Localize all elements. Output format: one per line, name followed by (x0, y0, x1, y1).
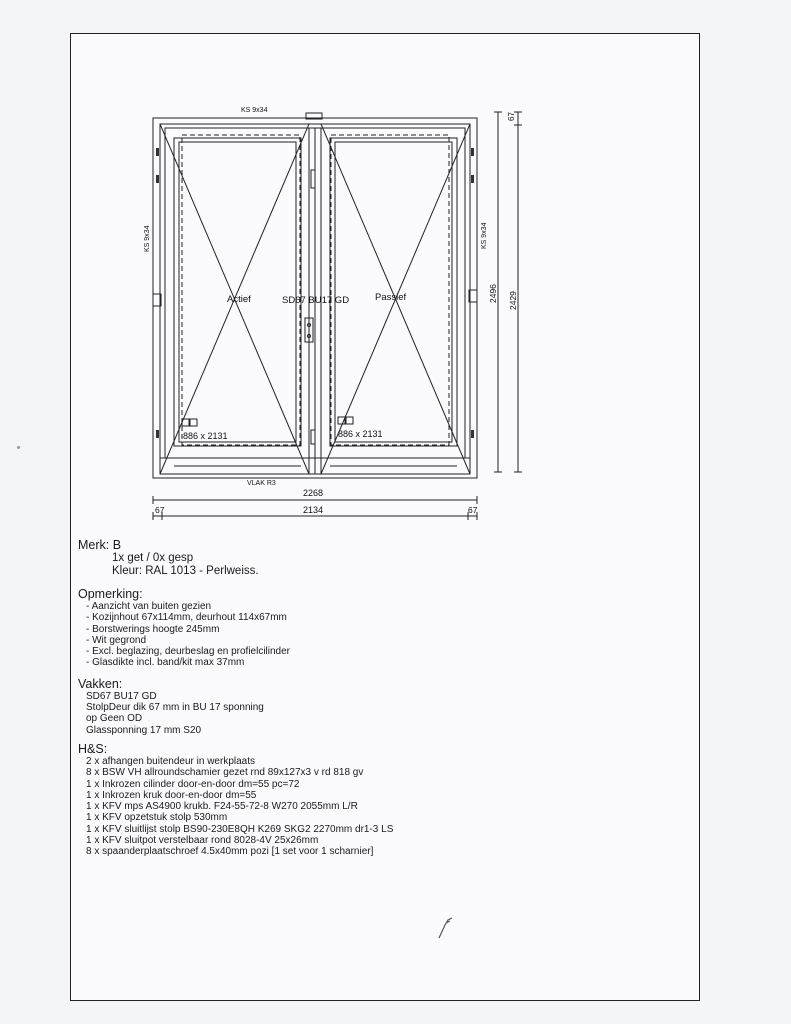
opmerking-title: Opmerking: (78, 587, 143, 601)
hs-item: 8 x spaanderplaatschroef 4.5x40mm pozi [1 set voor 1 scharnier] (86, 846, 374, 858)
dim-left: 67 (155, 505, 165, 515)
left-label: KS 9x34 (144, 225, 151, 252)
hinge-icon (156, 430, 159, 438)
hs-item: 2 x afhangen buitendeur in werkplaats (86, 755, 256, 767)
merk-line (78, 538, 618, 552)
hs-title: H&S: (78, 741, 108, 756)
dim-outer-height: 2496 (488, 284, 498, 303)
glass-marker-icon (346, 417, 353, 424)
vakken-item: StolpDeur dik 67 mm in BU 17 sponning (86, 702, 264, 714)
vakken-title: Vakken: (78, 676, 123, 691)
scan-speck (17, 446, 20, 449)
hinge-icon (471, 175, 474, 183)
glass-marker-icon (190, 419, 197, 426)
hs-item: 1 x Inkrozen cilinder door-en-door dm=55 pc=72 (86, 778, 300, 790)
right-panel-name: Passief (375, 292, 407, 303)
merk-value: B (112, 538, 122, 552)
opmerking-item: - Wit gegrond (78, 635, 618, 646)
vakken-item: op Geen OD (86, 713, 143, 725)
right-label: KS 9x34 (481, 222, 488, 249)
hs-item: 1 x KFV sluitlijst stolp BS90-230E8QH K269 SKG2 2270mm dr1-3 LS (86, 823, 394, 835)
opmerking-item: - Borstwerings hoogte 245mm (78, 624, 618, 635)
right-panel-size: 886 x 2131 (338, 429, 383, 439)
hs-item: 1 x KFV sluitpot verstelbaar rond 8028-4V 25x26mm (86, 835, 319, 847)
dim-total-width: 2268 (303, 488, 324, 498)
merk-count: 1x get / 0x gesp (112, 552, 194, 564)
hinge-icon (471, 430, 474, 438)
hinge-icon (471, 148, 474, 156)
hs-item: 1 x KFV opzetstuk stolp 530mm (86, 812, 228, 824)
opmerking-item: - Glasdikte incl. band/kit max 37mm (78, 657, 618, 668)
hs-item: 8 x BSW VH allroundschamier gezet rnd 89x127x3 v rd 818 gv (86, 767, 364, 779)
dim-right: 67 (468, 505, 478, 515)
top-label: KS 9x34 (241, 107, 268, 114)
hinge-icon (156, 148, 159, 156)
hs-item: 1 x KFV mps AS4900 krukb. F24-55-72-8 W270 2055mm L/R (86, 801, 358, 813)
pen-mark-icon (436, 916, 456, 940)
opmerking-item: - Aanzicht van buiten gezien (78, 601, 618, 612)
dim-top: 67 (507, 112, 516, 121)
vakken-item: SD67 BU17 GD (86, 690, 157, 702)
merk-kleur: Kleur: RAL 1013 - Perlweiss. (112, 565, 259, 577)
vakken-item: Glassponning 17 mm S20 (86, 724, 202, 736)
left-panel-name: Actief (227, 294, 251, 305)
specification-notes (78, 502, 618, 858)
bottom-label: VLAK R3 (247, 480, 276, 487)
dim-inner-height: 2429 (508, 291, 518, 310)
hinge-icon (156, 175, 159, 183)
hs-item: 1 x Inkrozen kruk door-en-door dm=55 (86, 789, 257, 801)
opmerking-item: - Kozijnhout 67x114mm, deurhout 114x67mm (78, 612, 618, 623)
opmerking-item: - Excl. beglazing, deurbeslag en profielcilinder (78, 646, 618, 657)
merk-label: Merk: (78, 538, 110, 552)
left-panel-size: 886 x 2131 (183, 431, 228, 441)
center-code: SD67 BU17 GD (282, 295, 350, 306)
dim-mid: 2134 (303, 505, 324, 515)
